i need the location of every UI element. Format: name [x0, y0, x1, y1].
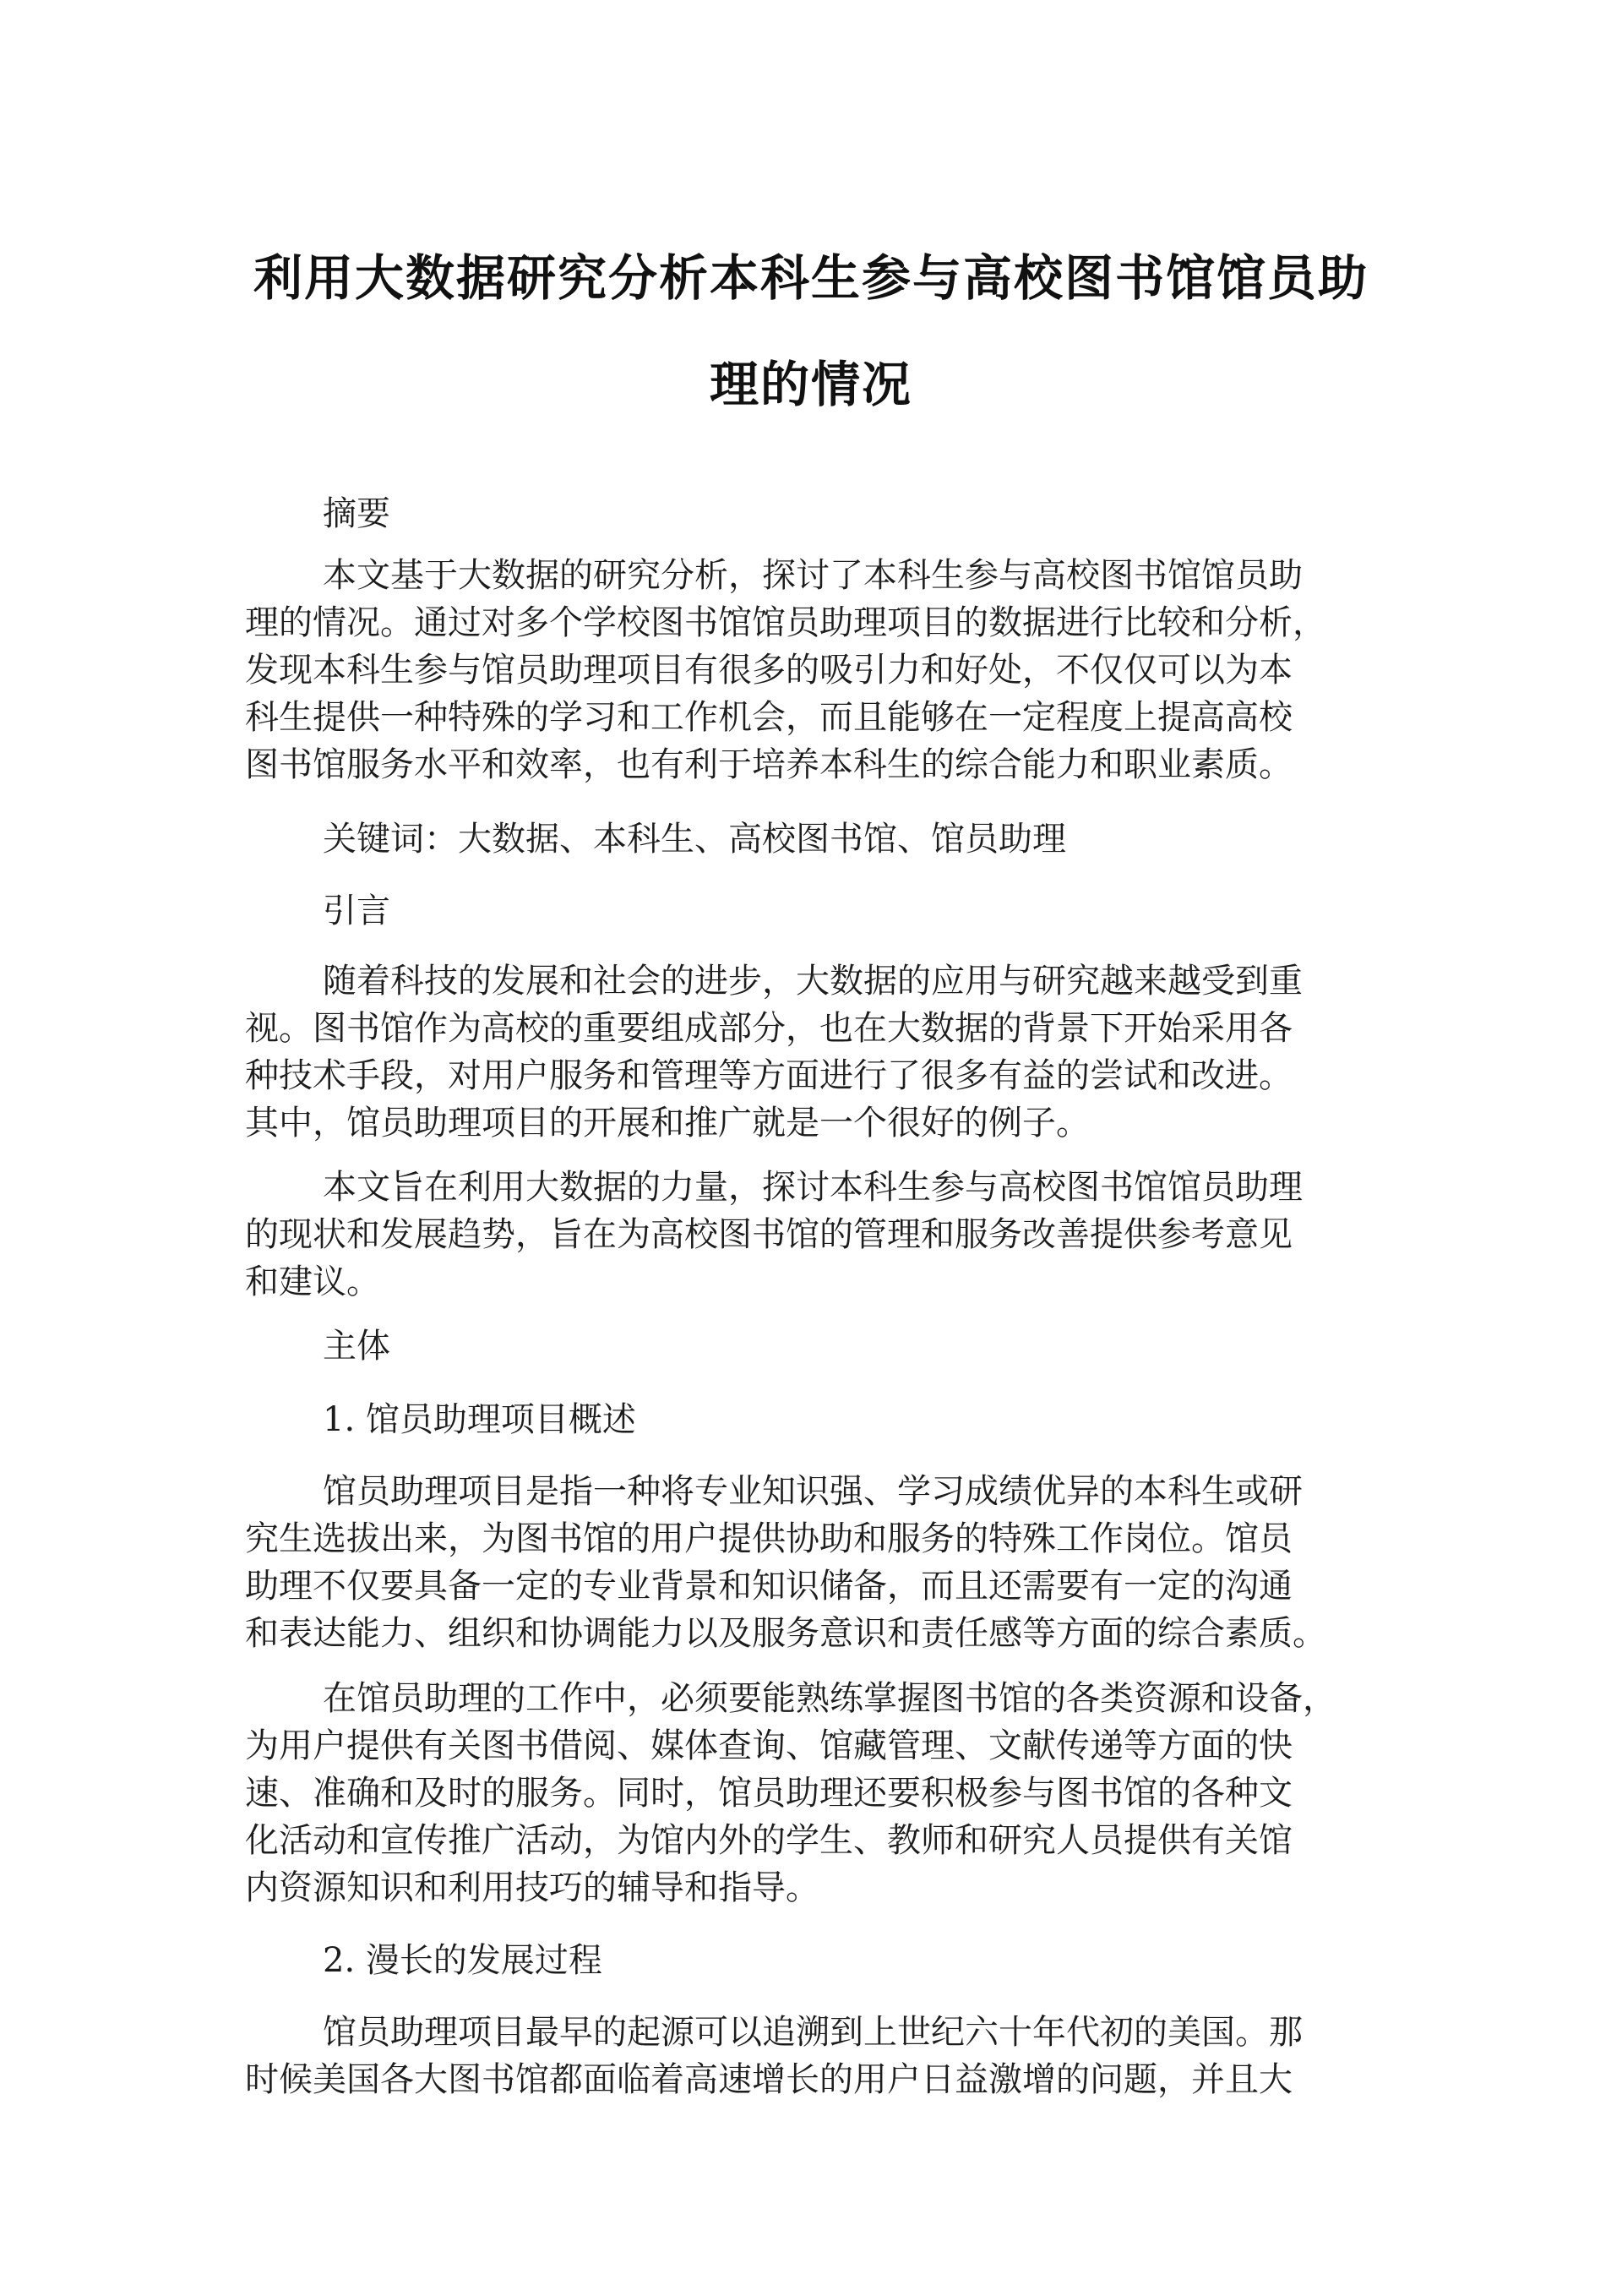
text-line: 化活动和宣传推广活动，为馆内外的学生、教师和研究人员提供有关馆: [245, 1821, 1293, 1860]
text-line: 种技术手段，对用户服务和管理等方面进行了很多有益的尝试和改进。: [245, 1056, 1293, 1095]
intro-paragraph-1: [245, 957, 1411, 1147]
text-line: 其中，馆员助理项目的开展和推广就是一个很好的例子。: [245, 1104, 1090, 1143]
text-line: 究生选拔出来，为图书馆的用户提供协助和服务的特殊工作岗位。馆员: [245, 1519, 1293, 1558]
intro-paragraph-2: [245, 1164, 1411, 1306]
document-title-line-1: 利用大数据研究分析本科生参与高校图书馆馆员助: [253, 249, 1369, 307]
text-line: 随着科技的发展和社会的进步，大数据的应用与研究越来越受到重: [323, 962, 1303, 1001]
text-line: 视。图书馆作为高校的重要组成部分，也在大数据的背景下开始采用各: [245, 1009, 1293, 1048]
text-line: 本文旨在利用大数据的力量，探讨本科生参与高校图书馆馆员助理: [323, 1168, 1303, 1207]
section-2-heading: 2. 漫长的发展过程: [323, 1941, 602, 1980]
section-2-paragraph-1: [245, 2009, 1411, 2103]
text-line: 图书馆服务水平和效率，也有利于培养本科生的综合能力和职业素质。: [245, 745, 1293, 784]
text-line: 和建议。: [245, 1263, 380, 1301]
text-line: 理的情况。通过对多个学校图书馆馆员助理项目的数据进行比较和分析，: [245, 603, 1326, 642]
text-line: 本文基于大数据的研究分析，探讨了本科生参与高校图书馆馆员助: [323, 556, 1303, 595]
text-line: 助理不仅要具备一定的专业背景和知识储备，而且还需要有一定的沟通: [245, 1567, 1293, 1606]
text-line: 的现状和发展趋势，旨在为高校图书馆的管理和服务改善提供参考意见: [245, 1215, 1293, 1254]
text-line: 在馆员助理的工作中，必须要能熟练掌握图书馆的各类资源和设备，: [323, 1679, 1336, 1718]
document-title-line-2: 理的情况: [709, 356, 912, 413]
text-line: 科生提供一种特殊的学习和工作机会，而且能够在一定程度上提高高校: [245, 698, 1293, 737]
text-line: 为用户提供有关图书借阅、媒体查询、馆藏管理、文献传递等方面的快: [245, 1726, 1293, 1765]
text-line: 时候美国各大图书馆都面临着高速增长的用户日益激增的问题，并且大: [245, 2060, 1293, 2099]
section-1-paragraph-1: [245, 1468, 1411, 1657]
text-line: 发现本科生参与馆员助理项目有很多的吸引力和好处，不仅仅可以为本: [245, 651, 1293, 690]
text-line: 馆员助理项目是指一种将专业知识强、学习成绩优异的本科生或研: [323, 1472, 1303, 1511]
text-line: 和表达能力、组织和协调能力以及服务意识和责任感等方面的综合素质。: [245, 1614, 1326, 1653]
text-line: 内资源知识和利用技巧的辅导和指导。: [245, 1868, 819, 1907]
section-1-paragraph-2: [245, 1675, 1411, 1912]
abstract-heading: 摘要: [323, 494, 390, 533]
section-1-heading: 1. 馆员助理项目概述: [323, 1400, 636, 1439]
text-line: 速、准确和及时的服务。同时，馆员助理还要积极参与图书馆的各种文: [245, 1774, 1293, 1813]
intro-heading: 引言: [323, 892, 390, 930]
keywords-line: 关键词：大数据、本科生、高校图书馆、馆员助理: [323, 820, 1066, 859]
abstract-paragraph: [245, 552, 1411, 788]
body-heading: 主体: [323, 1327, 390, 1366]
text-line: 馆员助理项目最早的起源可以追溯到上世纪六十年代初的美国。那: [323, 2013, 1303, 2052]
